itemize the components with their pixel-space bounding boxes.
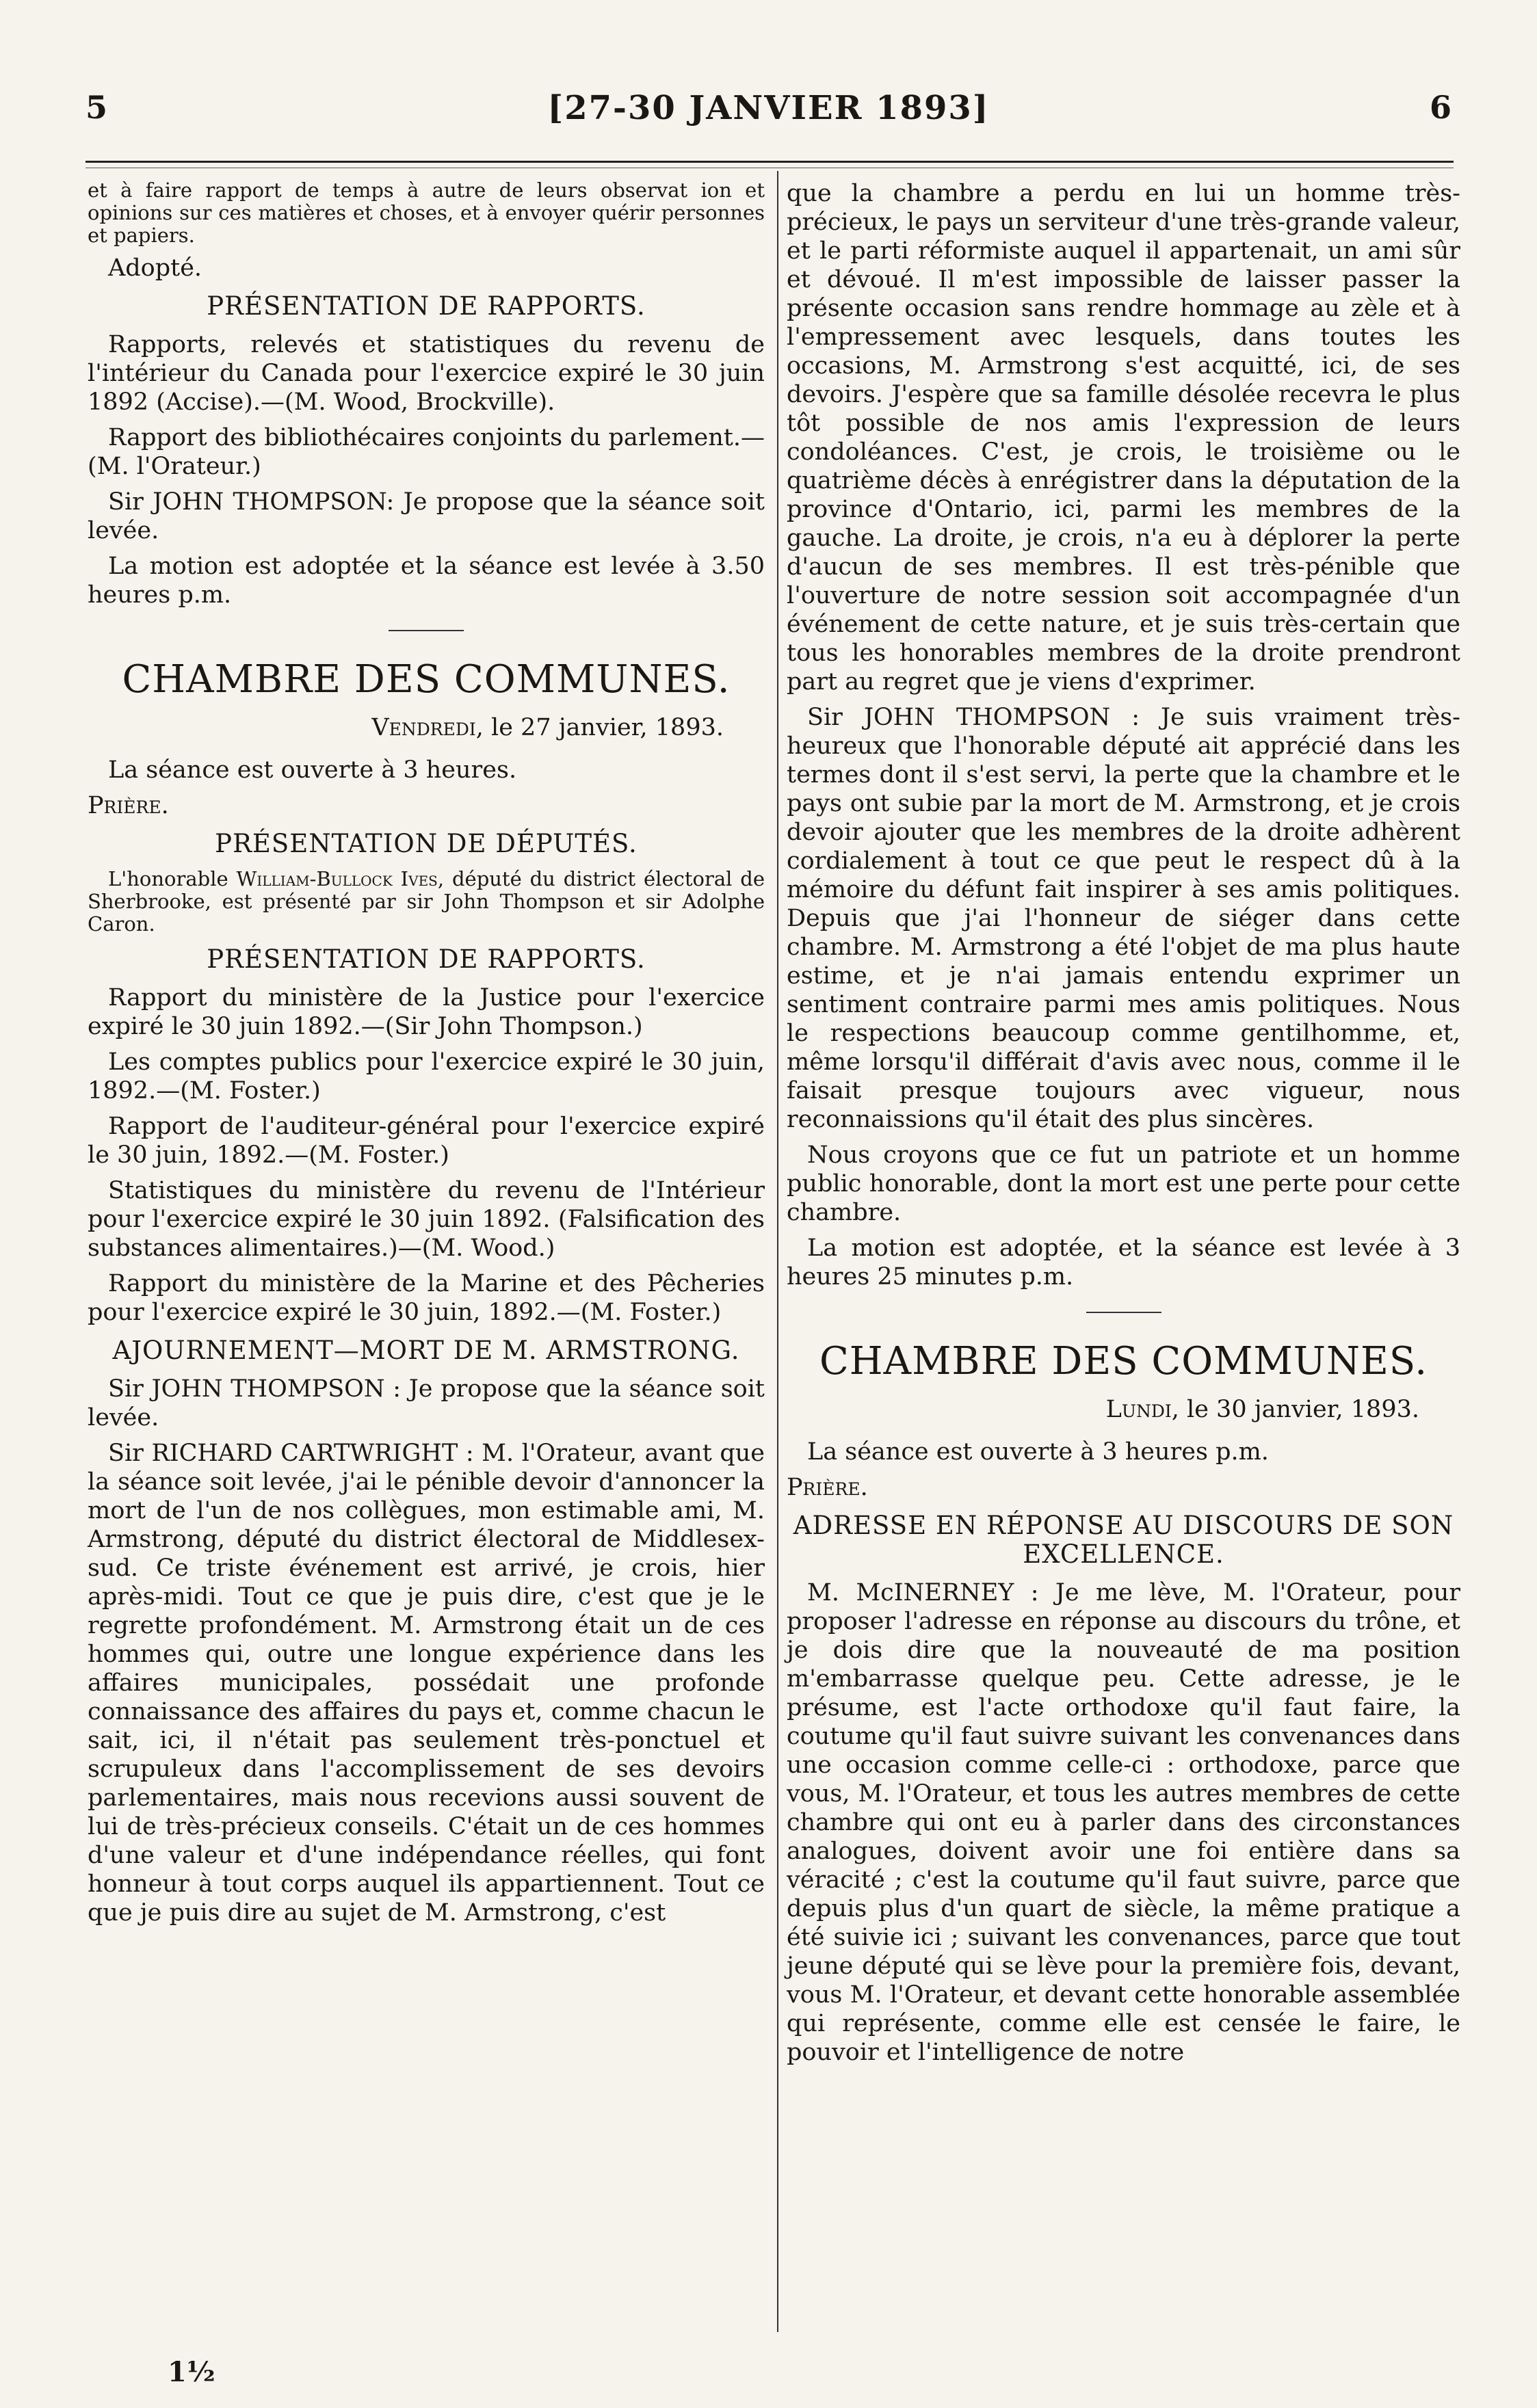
text-run: L'honorable [108, 867, 237, 890]
separator-rule [1086, 1312, 1161, 1313]
section-heading: ADRESSE EN RÉPONSE AU DISCOURS DE SON EXCELLENCE. [793, 1511, 1454, 1569]
paragraph: Nous croyons que ce fut un patriote et un homme public honorable, dont la mort est une perte pour cette chambre. [787, 1141, 1460, 1226]
paragraph: et à faire rapport de temps à autre de leurs observat ion et opinions sur ces matières et choses, et à envoyer quérir personnes et papiers. [88, 178, 765, 247]
separator-rule [389, 630, 464, 631]
paragraph: La séance est ouverte à 3 heures p.m. [807, 1438, 1269, 1466]
paragraph: Prière. [88, 792, 169, 819]
paragraph: Sir RICHARD CARTWRIGHT : M. l'Orateur, avant que la séance soit levée, j'ai le pénible devoir d'annoncer la mort de l'un de nos collègues, mon estimable ami, M. Armstrong, député du district électoral de Middlesex-sud. Ce triste événement est arrivé, je crois, hier après-midi. Tout ce que je puis dire, c'est que je le regrette profondément. M. Armstrong était un de ces hommes qui, outre une longue expérience dans les affaires municipales, possédait une profonde connaissance des affaires du pays et, comme chacun le sait, ici, il n'était pas seulement très-ponctuel et scrupuleux dans l'accomplissement de ses devoirs parlementaires, mais nous recevions aussi souvent de lui de très-précieux conseils. C'était un de ces hommes d'une valeur et d'une indépendance réelles, qui font honneur à tout corps auquel ils appartiennent. Tout ce que je puis dire au sujet de M. Armstrong, c'est [88, 1440, 765, 1927]
header-date: [27-30 JANVIER 1893] [547, 89, 990, 127]
sitting-date [787, 1395, 1460, 1424]
paragraph: Rapport des bibliothécaires conjoints du parlement.—(M. l'Orateur.) [88, 424, 765, 480]
chamber-title: CHAMBRE DES COMMUNES. [122, 657, 731, 702]
sitting-date [88, 713, 765, 742]
paragraph: Sir JOHN THOMPSON : Je suis vraiment très-heureux que l'honorable député ait apprécié dans les termes dont il s'est servi, la perte que la chambre et le pays ont subie par la mort de M. Armstrong, et je crois devoir ajouter que les membres de la droite adhèrent cordialement à tout ce que peut le respect dû à la mémoire du défunt fait inspirer à ses amis politiques. Depuis que j'ai l'honneur de siéger dans cette chambre. M. Armstrong a été l'objet de ma plus haute estime, et je n'ai jamais entendu exprimer un sentiment contraire parmi mes amis politiques. Nous le respections beaucoup comme gentilhomme, et, même lorsqu'il différait d'avis avec nous, comme il le faisait presque toujours avec vigueur, nous reconnaissions qu'il était des plus sincères. [787, 704, 1460, 1133]
paragraph: Prière. [787, 1474, 868, 1501]
paragraph: Sir JOHN THOMPSON : Je propose que la séance soit levée. [88, 1375, 765, 1431]
section-heading: PRÉSENTATION DE RAPPORTS. [207, 291, 646, 321]
sitting-day: Vendredi [371, 714, 476, 741]
page-number-right: 6 [1430, 89, 1452, 126]
page-number-left: 5 [86, 89, 108, 126]
paragraph: La motion est adoptée, et la séance est levée à 3 heures 25 minutes p.m. [787, 1234, 1460, 1291]
header-rule [86, 161, 1454, 163]
paragraph: Statistiques du ministère du revenu de l'Intérieur pour l'exercice expiré le 30 juin 1892. (Falsification des substances alimentaires.)—(M. Wood.) [88, 1177, 765, 1262]
paragraph: La séance est ouverte à 3 heures. [108, 756, 517, 784]
paragraph: Rapport du ministère de la Marine et des Pêcheries pour l'exercice expiré le 30 juin, 1892.—(M. Foster.) [88, 1270, 765, 1326]
signature-mark: 1½ [168, 2356, 215, 2388]
left-column [88, 179, 765, 1934]
text-run: , député du district électoral de Sherbrooke, est présenté par sir John Thompson et sir Adolphe Caron. [88, 867, 765, 936]
paragraph: Sir JOHN THOMPSON: Je propose que la séance soit levée. [88, 488, 765, 544]
paragraph: Les comptes publics pour l'exercice expiré le 30 juin, 1892.—(M. Foster.) [88, 1048, 765, 1104]
paragraph: Rapports, relevés et statistiques du revenu de l'intérieur du Canada pour l'exercice expiré le 30 juin 1892 (Accise).—(M. Wood, Brockville). [88, 331, 765, 416]
paragraph [88, 868, 765, 936]
sitting-day: Lundi [1105, 1396, 1172, 1423]
right-column [787, 179, 1460, 2074]
sitting-date-rest: , le 27 janvier, 1893. [475, 714, 724, 741]
sitting-date-rest: , le 30 janvier, 1893. [1171, 1396, 1419, 1423]
paragraph: Rapport de l'auditeur-général pour l'exercice expiré le 30 juin, 1892.—(M. Foster.) [88, 1113, 765, 1169]
paragraph: M. McINERNEY : Je me lève, M. l'Orateur, pour proposer l'adresse en réponse au discours du trône, et je dois dire que la nouveauté de ma position m'embarrasse quelque peu. Cette adresse, je le présume, est l'acte orthodoxe qu'il faut faire, la coutume qu'il faut suivre suivant les convenances dans une occasion comme celle-ci : orthodoxe, parce que vous, M. l'Orateur, et tous les autres membres de cette chambre qui ont eu à parler dans des circonstances analogues, doivent avoir une foi entière dans sa véracité ; c'est la coutume qu'il faut suivre, parce que depuis plus d'un quart de siècle, la même pratique a été suivie ici ; suivant les convenances, parce que tout jeune député qui se lève pour la première fois, devant, vous M. l'Orateur, et devant cette honorable assemblée qui représente, comme elle est censée le faire, le pouvoir et l'intelligence de notre [787, 1579, 1460, 2066]
page-header [0, 89, 1537, 150]
section-heading: AJOURNEMENT—MORT DE M. ARMSTRONG. [112, 1336, 740, 1365]
paragraph: Adopté. [108, 254, 202, 282]
member-name: William-Bullock Ives [236, 867, 438, 890]
paragraph: Rapport du ministère de la Justice pour l'exercice expiré le 30 juin 1892.—(Sir John Thompson.) [88, 984, 765, 1040]
section-heading: PRÉSENTATION DE RAPPORTS. [207, 944, 646, 974]
paragraph: La motion est adoptée et la séance est levée à 3.50 heures p.m. [88, 553, 765, 609]
chamber-title: CHAMBRE DES COMMUNES. [819, 1339, 1428, 1384]
column-divider [777, 171, 778, 2332]
section-heading: PRÉSENTATION DE DÉPUTÉS. [215, 829, 638, 858]
paragraph: que la chambre a perdu en lui un homme très-précieux, le pays un serviteur d'une très-grande valeur, et le parti réformiste auquel il appartenait, un ami sûr et dévoué. Il m'est impossible de laisser passer la présente occasion sans rendre hommage au zèle et à l'empressement avec lesquels, dans toutes les occasions, M. Armstrong s'est acquitté, ici, de ses devoirs. J'espère que sa famille désolée recevra le plus tôt possible de nos amis l'expression de leurs condoléances. C'est, je crois, le troisième ou le quatrième décès à enrégistrer dans la députation de la province d'Ontario, ici, parmi les membres de la gauche. La droite, je crois, n'a eu à déplorer la perte d'aucun de ses membres. Il est très-pénible que l'ouverture de notre session soit accompagnée d'un événement de cette nature, et je suis très-certain que tous les honorables membres de la droite prendront part au regret que je viens d'exprimer. [787, 180, 1460, 696]
